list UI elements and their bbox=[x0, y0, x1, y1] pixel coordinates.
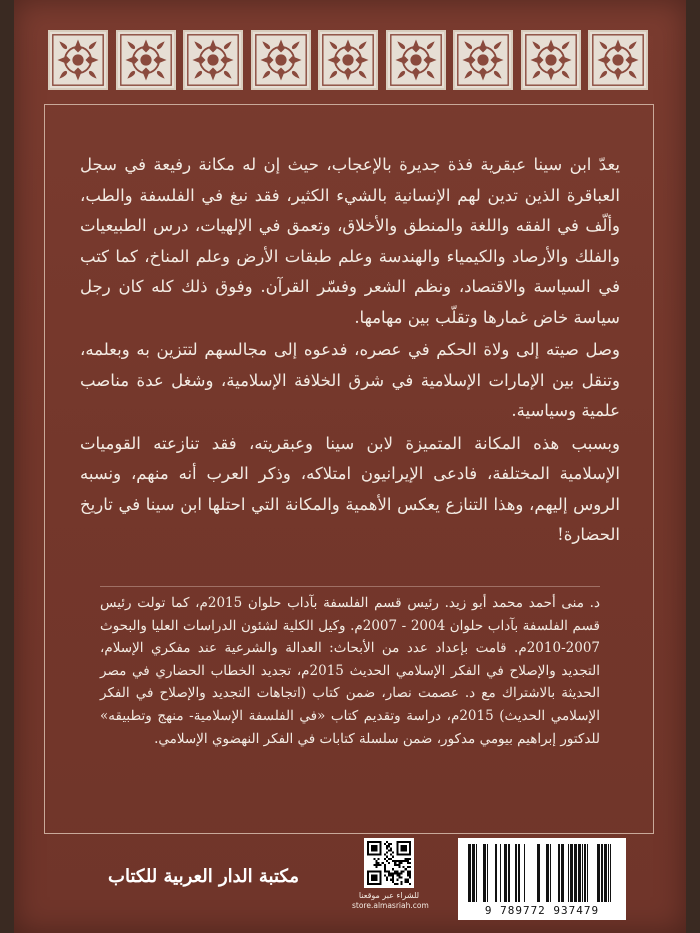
publisher-logo: مكتبة الدار العربية للكتاب bbox=[108, 866, 299, 887]
ornament-tile-icon bbox=[521, 30, 581, 90]
qr-caption: للشراء عبر موقعنا bbox=[358, 891, 420, 900]
synopsis bbox=[80, 150, 620, 553]
qr-code-icon bbox=[364, 838, 414, 888]
isbn-number: 9 789772 937479 bbox=[484, 904, 600, 917]
synopsis-paragraph-1: يعدّ ابن سينا عبقرية فذة جديرة بالإعجاب، حيث إن له مكانة رفيعة في سجل العباقرة الذين تدين لهم الإنسانية بالشيء الكثير، فقد نبغ في الفلسفة والطب، وألّف في الفقه واللغة والمنطق والأخلاق، وتعمق في الإلهيات، درس الطبيعيات والفلك والأرصاد والكيمياء والهندسة وعلم طبقات الأرض وعلم المناخ، كما كتب في السياسة والاقتصاد، ونظم الشعر وفسّر القرآن. وفوق ذلك كله كان رجل سياسة خاض غمارها وتقلّب بين مهامها. bbox=[80, 155, 620, 327]
barcode-icon bbox=[466, 844, 618, 902]
author-bio bbox=[100, 592, 600, 750]
ornament-tile-icon bbox=[453, 30, 513, 90]
ornament-tile-icon bbox=[251, 30, 311, 90]
ornament-tile-icon bbox=[116, 30, 176, 90]
synopsis-paragraph-2: وصل صيته إلى ولاة الحكم في عصره، فدعوه إلى مجالسهم لتتزين به وبعلمه، وتنقل بين الإمارات الإسلامية في شرق الخلافة الإسلامية، وشغل عدة مناصب علمية وسياسية. bbox=[80, 340, 620, 420]
ornament-tile-icon bbox=[318, 30, 378, 90]
ornament-tile-row bbox=[48, 30, 648, 96]
ornament-tile-icon bbox=[48, 30, 108, 90]
qr-url: store.almasriah.com bbox=[352, 901, 429, 910]
qr-block bbox=[352, 838, 429, 910]
ornament-tile-icon bbox=[588, 30, 648, 90]
author-bio-text: د. منى أحمد محمد أبو زيد. رئيس قسم الفلسفة بآداب حلوان 2015م، كما تولت رئيس قسم الفلسفة بآداب حلوان 2004 - 2007م. وكيل الكلية لشئون الدراسات العليا والبحوث 2007-2010م. قامت بإعداد عدد من الأبحاث: العدالة والشرعية عند مفكري الإسلام، التجديد والإصلاح في الفكر الإسلامي الحديث 2015م، تجديد الخطاب الحضاري في مصر الحديثة بالاشتراك مع د. عصمت نصار، ضمن كتاب (اتجاهات التجديد والإصلاح في الفكر الإسلامي الحديث) 2015م، دراسة وتقديم كتاب «في الفلسفة الإسلامية- منهج وتطبيقه» للدكتور إبراهيم بيومي مدكور، ضمن سلسلة كتابات في الفكر النهضوي الإسلامي. bbox=[100, 595, 601, 747]
divider bbox=[100, 586, 600, 587]
ornament-tile-icon bbox=[386, 30, 446, 90]
ornament-tile-icon bbox=[183, 30, 243, 90]
isbn-barcode bbox=[458, 838, 626, 920]
synopsis-paragraph-3: وبسبب هذه المكانة المتميزة لابن سينا وعبقريته، فقد تنازعته القوميات الإسلامية المختلفة، فادعى الإيرانيون امتلاكه، وذكر العرب أنه منهم، ونسبه الروس إليهم، وهذا التنازع يعكس الأهمية والمكانة التي احتلها ابن سينا في تاريخ الحضارة! bbox=[80, 433, 620, 544]
